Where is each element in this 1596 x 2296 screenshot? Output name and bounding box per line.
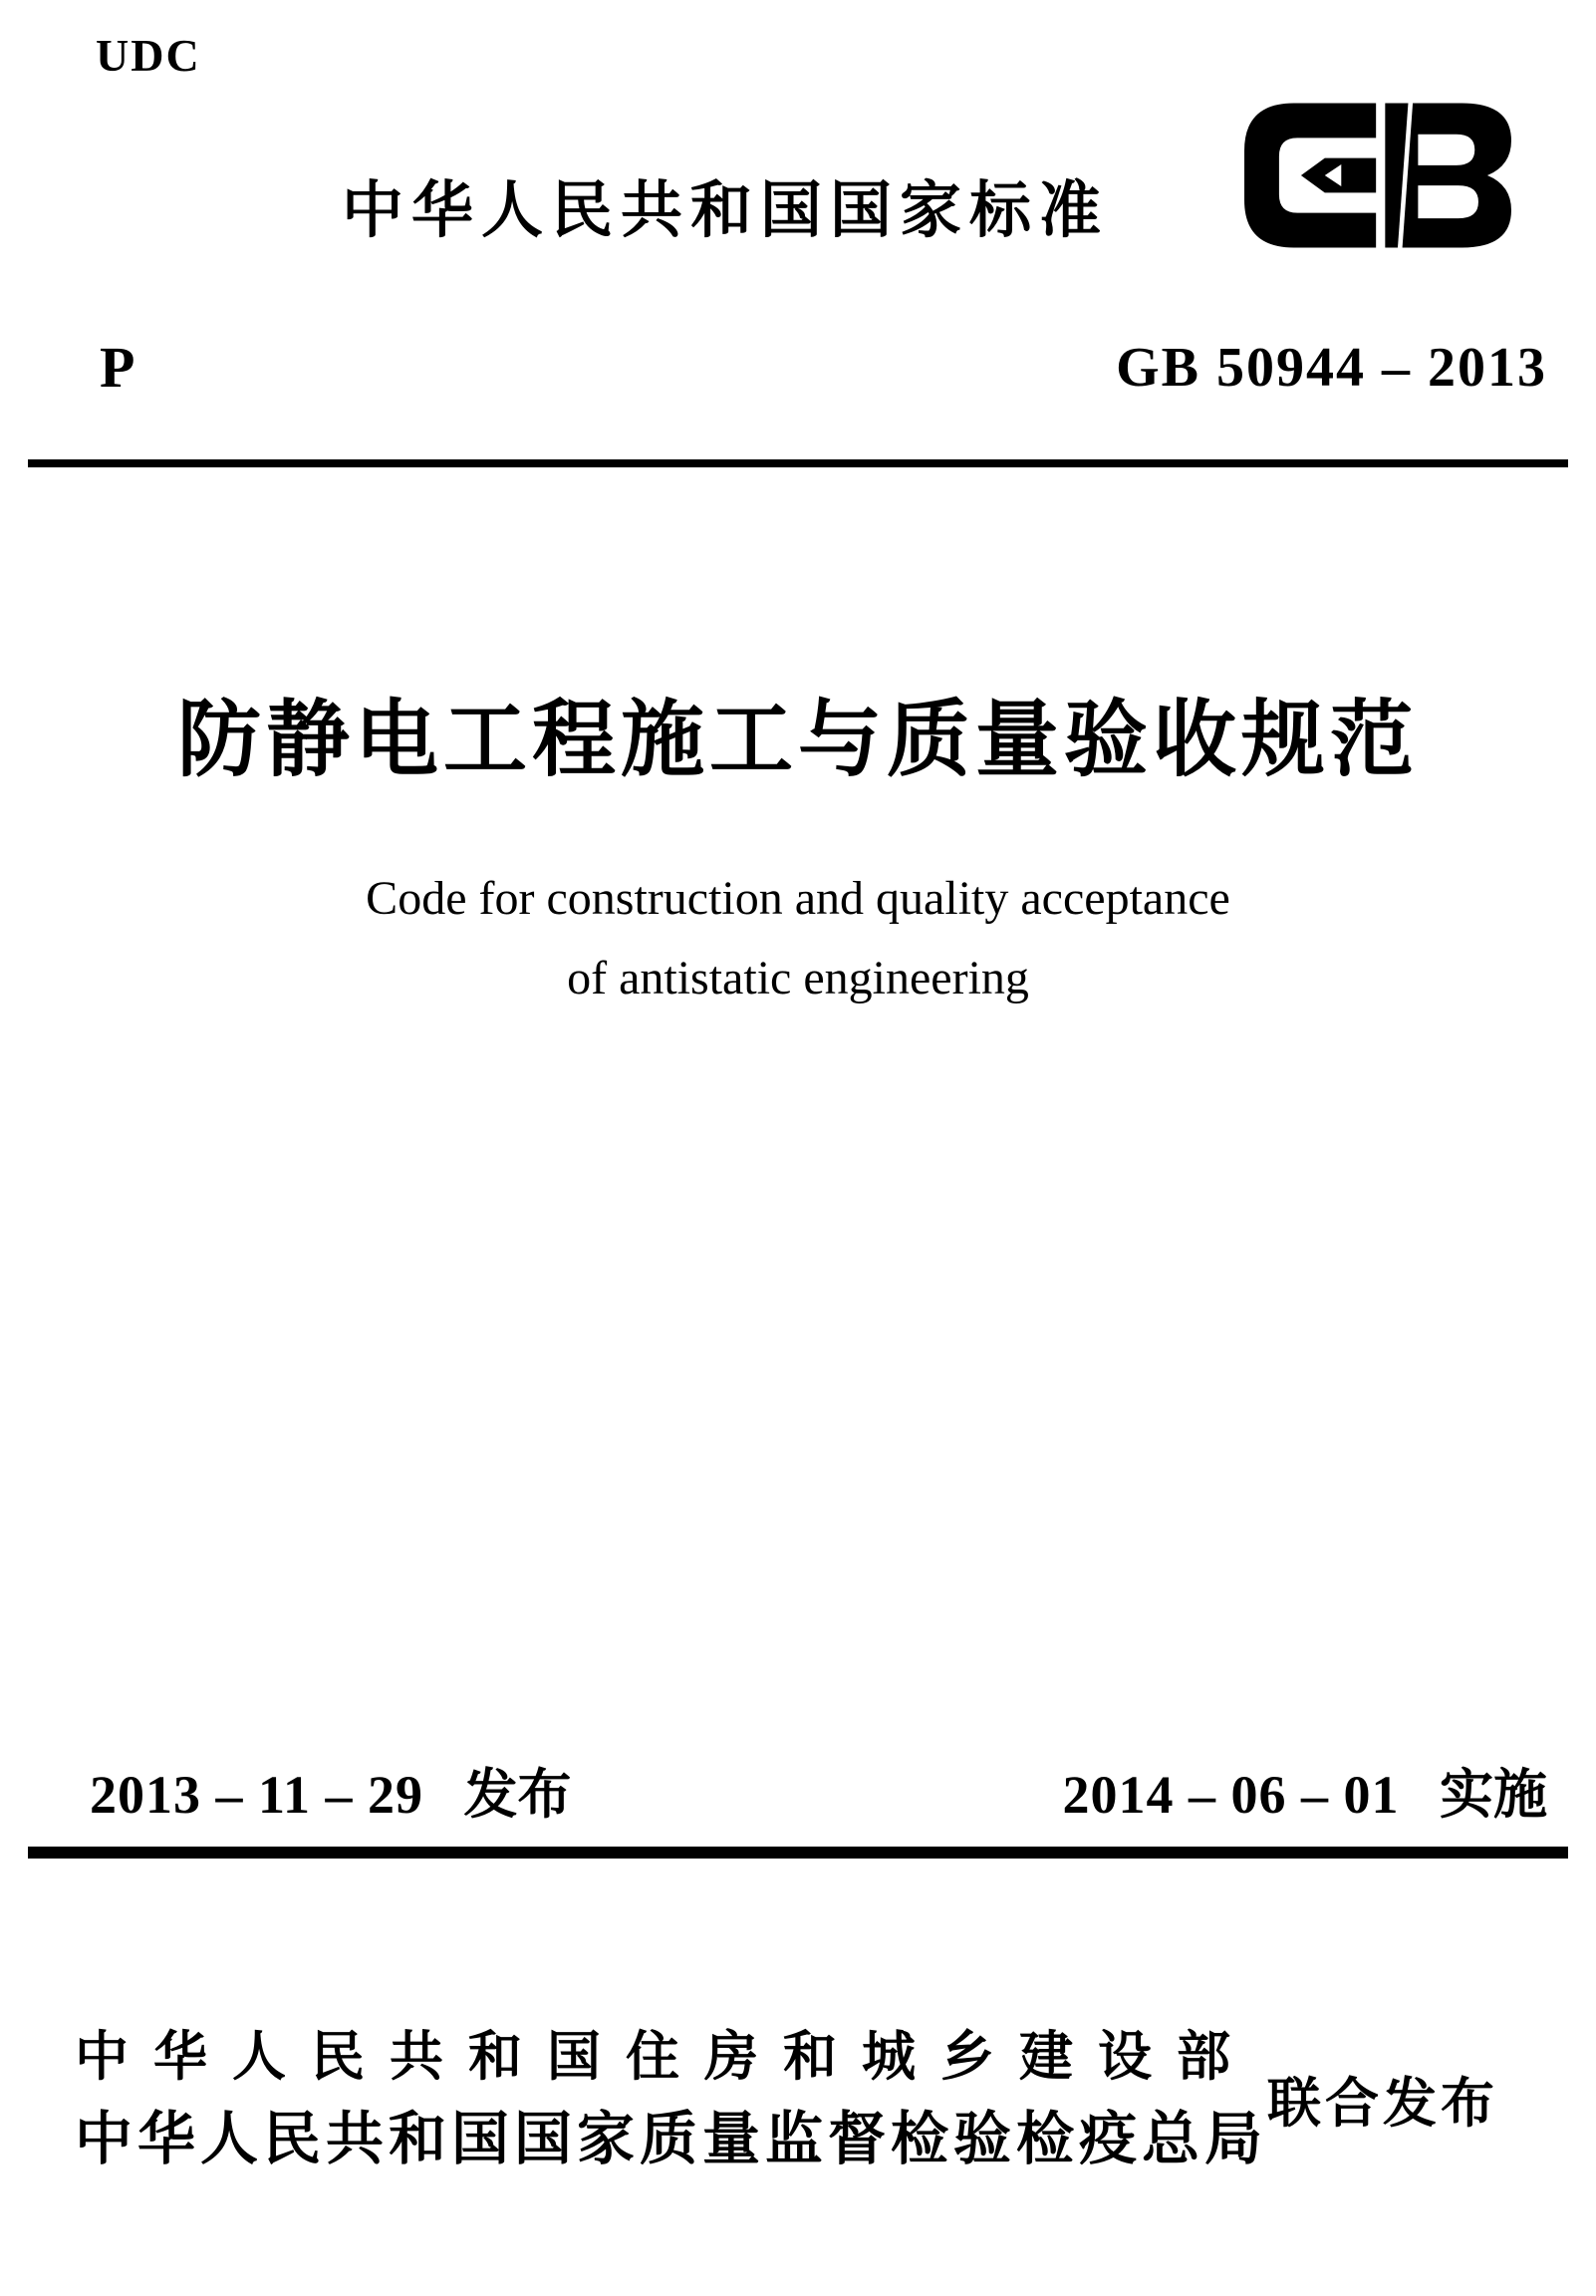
title-english-line1: Code for construction and quality acceptance: [366, 872, 1230, 925]
dates-row: [90, 1752, 1547, 1829]
divider-line-top: [28, 459, 1568, 467]
title-chinese: 防静电工程施工与质量验收规范: [176, 695, 1419, 787]
divider-line-bottom: [28, 1847, 1568, 1859]
implement-label: 实施: [1440, 1765, 1547, 1825]
publisher-line2: 中华人民共和国国家质量监督检验检疫总局: [75, 2107, 1268, 2171]
udc-label: UDC: [96, 30, 201, 81]
standard-number: GB 50944 – 2013: [1116, 337, 1547, 399]
classification-code: P: [100, 335, 135, 400]
issue-date-group: [90, 1752, 571, 1829]
gb-standard-logo: [1238, 98, 1517, 253]
implement-date: 2014 – 06 – 01: [1062, 1765, 1400, 1825]
title-english: [0, 859, 1596, 1018]
issue-date: 2013 – 11 – 29: [90, 1765, 424, 1825]
title-english-line2: of antistatic engineering: [567, 952, 1029, 1004]
implement-date-group: [1063, 1752, 1547, 1829]
standard-type-heading: 中华人民共和国国家标准: [342, 176, 1110, 245]
publisher-block: [75, 2021, 1499, 2176]
publisher-line1: 中华人民共和国住房和城乡建设部: [75, 2027, 1255, 2087]
issue-label: 发布: [463, 1765, 572, 1825]
gb-logo-icon: [1238, 98, 1517, 253]
joint-release-label: 联合发布: [1267, 2073, 1499, 2134]
publisher-names: [75, 2021, 1267, 2176]
